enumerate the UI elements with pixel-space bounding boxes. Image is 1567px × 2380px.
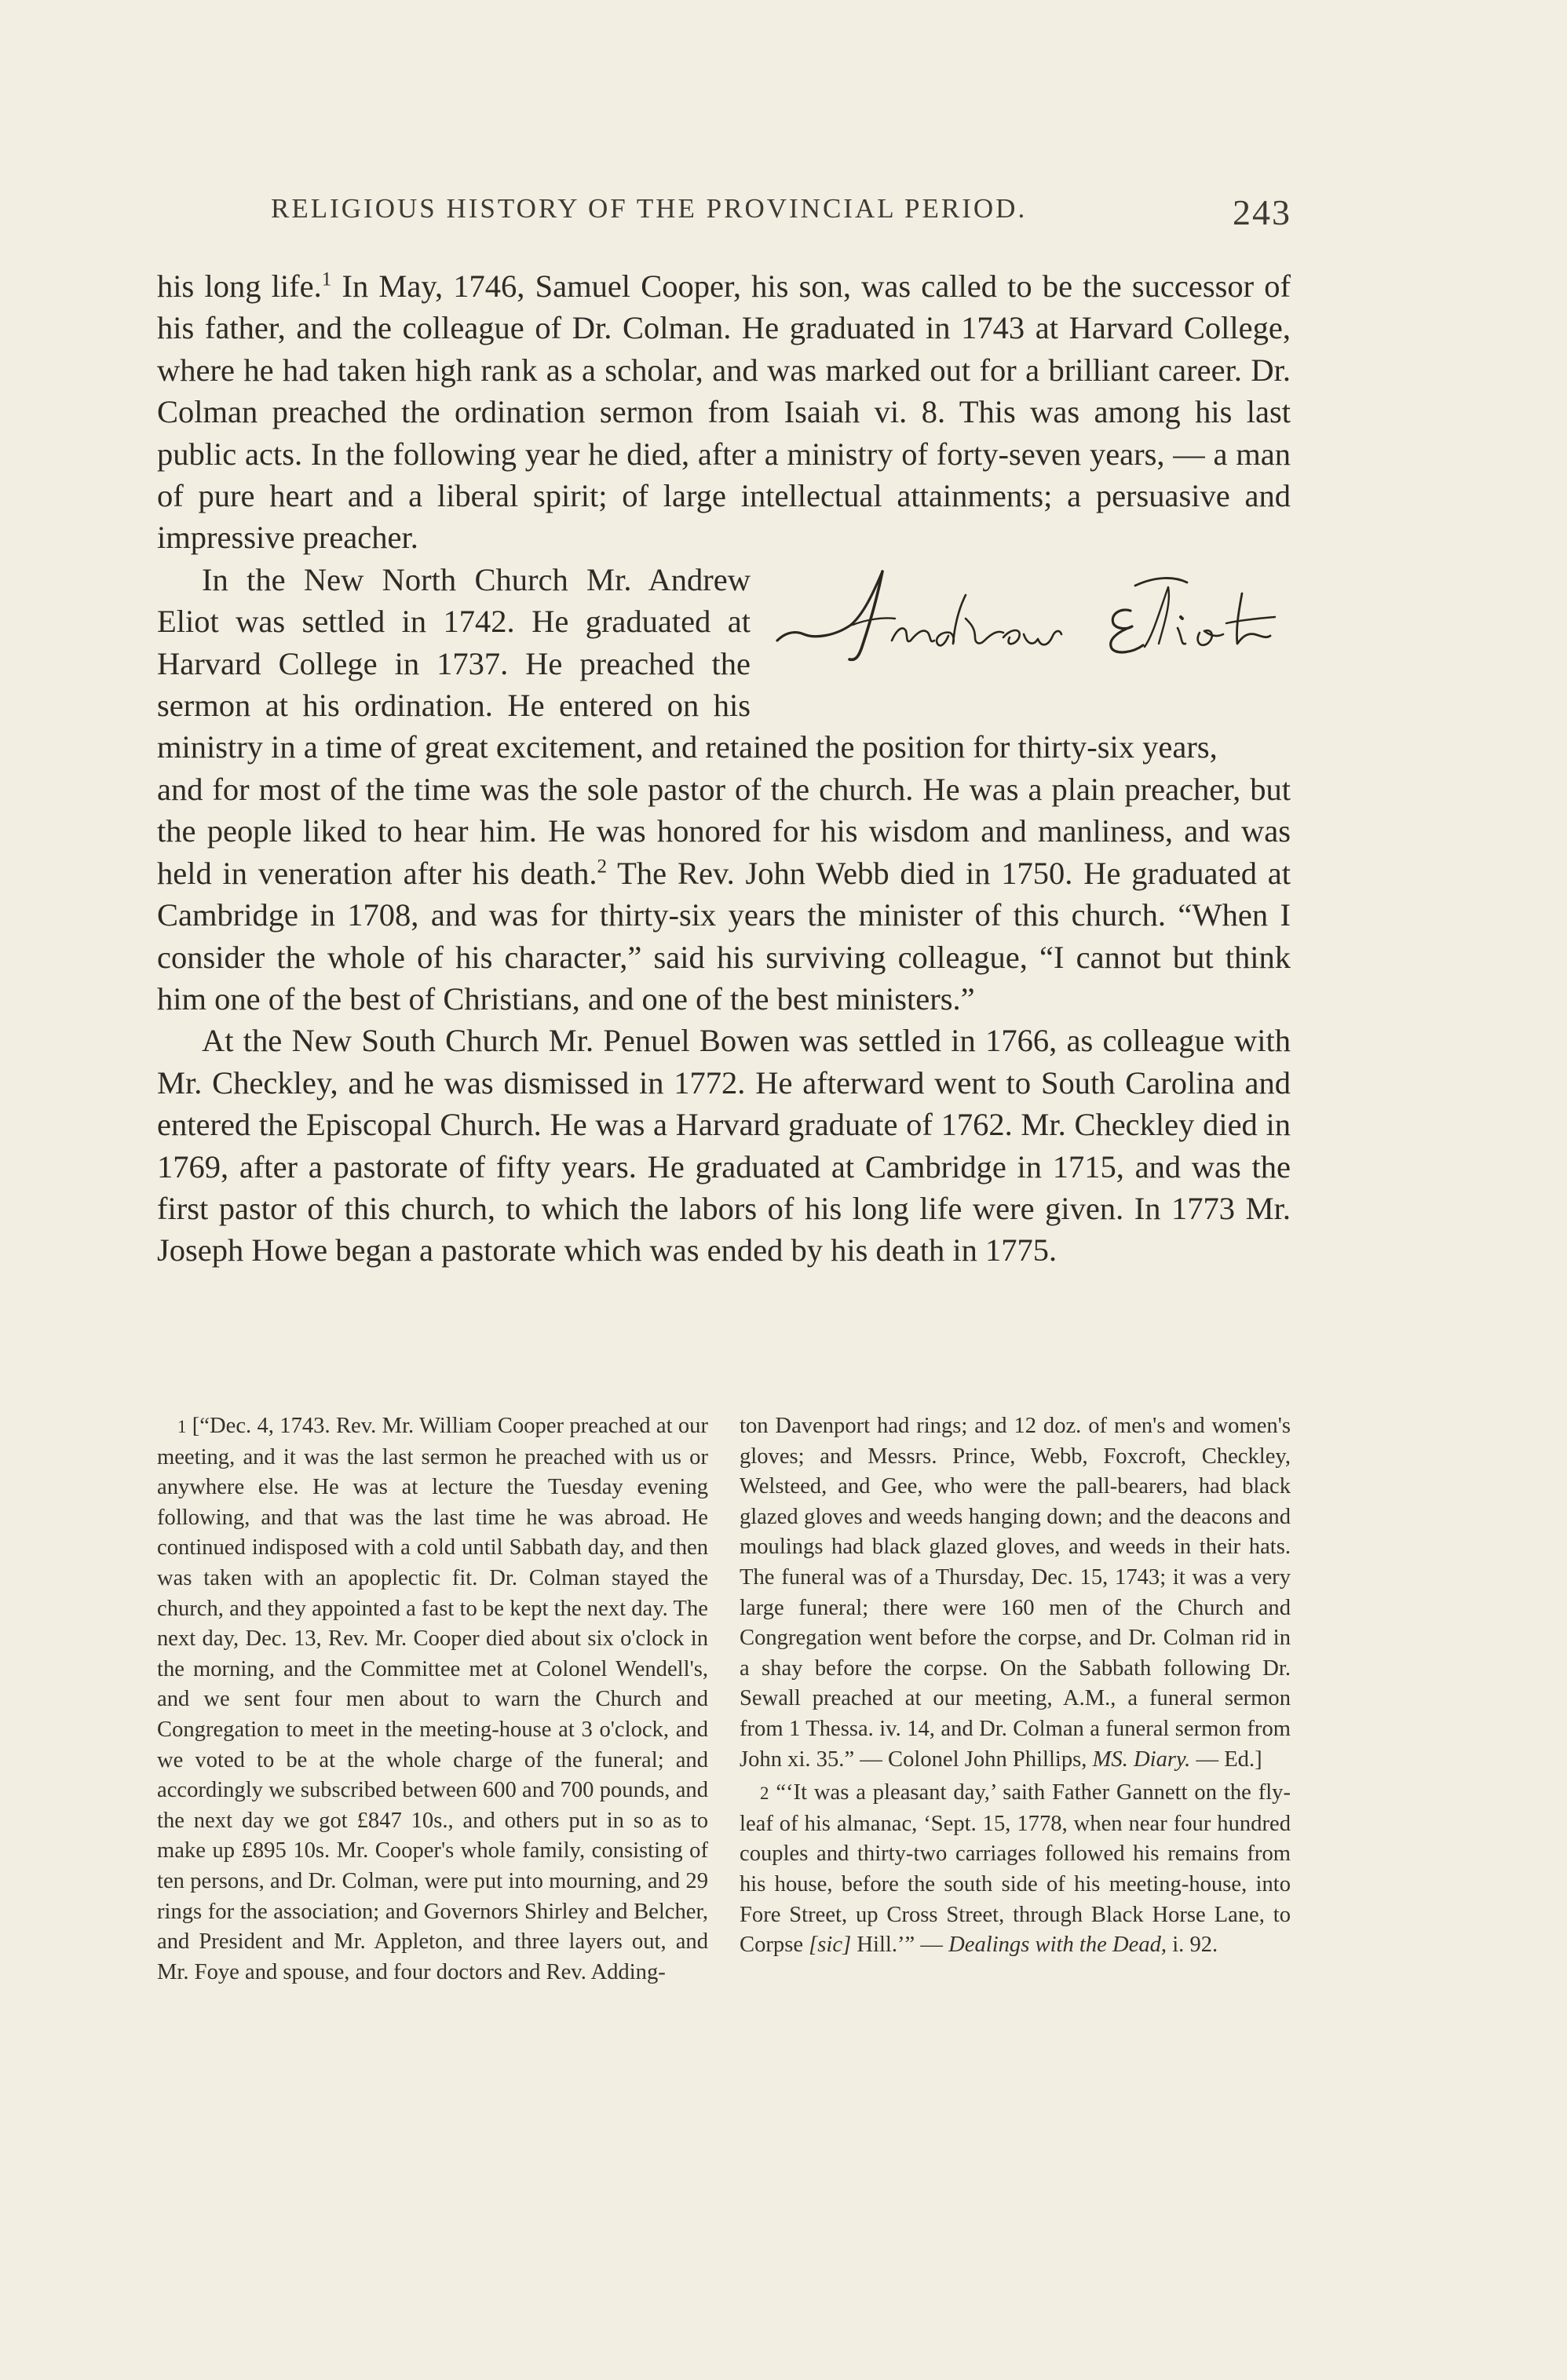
footnote-text: “‘It was a pleasant day,’ saith Father Gannett on the fly-leaf of his almanac, ‘Sept. 15, 1778, when near four hundred couples and thirty-two carriages followed his remains from his house, before the south side of his meeting-house, into Fore Street, up Cross Street, through Black Horse Lane, to Corpse xyxy=(740,1780,1291,1958)
footnote-marker: 2 xyxy=(760,1783,769,1804)
running-head xyxy=(271,192,1291,239)
footnote-text: i. 92. xyxy=(1167,1933,1218,1958)
paragraph-cooper xyxy=(157,265,1291,559)
footnote-sic: [sic] xyxy=(809,1933,852,1958)
footnote-1-continued xyxy=(740,1411,1291,1775)
signature-stroke xyxy=(1198,630,1223,645)
signature-ink xyxy=(777,571,1275,659)
footnote-1 xyxy=(157,1411,708,1988)
paragraph-text: In May, 1746, Samuel Cooper, his son, was called to be the successor of his father, and the colleague of Dr. Colman. He graduated in 1743 at Harvard College, where he had taken high rank as a scholar, and was marked out for a brilliant career. Dr. Colman preached the ordination sermon from Isaiah vi. 8. This was among his last public acts. In the following year he died, after a ministry of forty-seven years, — a man of pure heart and a liberal spirit; of large intellectual attainments; a persuasive and impressive preacher. xyxy=(157,268,1291,556)
paragraph-text: and for most of the time was the sole pastor of the church. He was a plain preacher, but the people liked to hear him. He was honored for his wisdom and manliness, and was held in veneration after his death. xyxy=(157,771,1291,891)
page-number: 243 xyxy=(1233,192,1291,232)
signature-stroke xyxy=(892,628,934,641)
footnote-ref-2: 2 xyxy=(597,856,608,878)
footnote-column-right xyxy=(740,1411,1291,1961)
paragraph-new-south-church: At the New South Church Mr. Penuel Bowen was settled in 1766, as colleague with Mr. Checkley, and he was dismissed in 1772. He afterward went to South Carolina and entered the Episcopal Church. He was a Harvard graduate of 1762. Mr. Checkley died in 1769, after a pastorate of fifty years. He graduated at Cambridge in 1715, and was the first pastor of this church, to which the labors of his long life were given. In 1773 Mr. Joseph Howe began a pastorate which was ended by his death in 1775. xyxy=(157,1023,1291,1268)
signature-andrew-eliot xyxy=(763,562,1291,688)
footnote-text: [“Dec. 4, 1743. Rev. Mr. William Cooper preached at our meeting, and it was the last sermon he preached with us or anywhere else. He was at lecture the Tuesday evening following, and that was the last time he was abroad. He continued indisposed with a cold until Sabbath day, and then was taken with an apoplectic fit. Dr. Colman stayed the church, and they appointed a fast to be kept the next day. The next day, Dec. 13, Rev. Mr. Cooper died about six o'clock in the morning, and the Committee met at Colonel Wendell's, and we sent four men about to warn the Church and Congregation to meet in the meeting-house at 3 o'clock, and we voted to be at the whole charge of the funeral; and accordingly we subscribed between 600 and 700 pounds, and the next day we got £847 10s., and others put in so as to make up £895 10s. Mr. Cooper's whole family, consisting of ten persons, and Dr. Colman, were put into mourning, and 29 rings for the association; and Governors Shirley and Belcher, and President and Mr. Appleton, and three layers out, and Mr. Foye and spouse, and four doctors and Rev. Adding- xyxy=(157,1414,708,1984)
signature-stroke xyxy=(1135,578,1187,586)
signature-image xyxy=(763,562,1291,688)
footnote-text: Hill.’” — xyxy=(851,1933,943,1958)
paragraph-eliot-rest xyxy=(157,768,1291,1020)
signature-stroke xyxy=(1226,617,1275,623)
footnote-2 xyxy=(740,1778,1291,1961)
paragraph-text: The Rev. John Webb died in 1750. He graduated at Cambridge in 1708, and was for thirty-six years the minister of this church. “When I consider the whole of his character,” said his surviving colleague, “I cannot but think him one of the best of Christians, and one of the best ministers.” xyxy=(157,855,1291,1017)
signature-stroke xyxy=(1111,610,1143,652)
footnote-ref-1: 1 xyxy=(321,268,332,290)
running-title: RELIGIOUS HISTORY OF THE PROVINCIAL PERIOD. xyxy=(271,193,1028,224)
paragraph-eliot-lead xyxy=(157,559,1291,768)
signature-stroke xyxy=(1178,628,1185,644)
signature-stroke xyxy=(853,618,895,625)
footnote-source: MS. Diary. xyxy=(1092,1747,1191,1772)
footnote-text: — Ed.] xyxy=(1190,1747,1262,1772)
footnote-text: ton Davenport had rings; and 12 doz. of men's and women's gloves; and Messrs. Prince, Webb, Foxcroft, Checkley, Welsteed, and Gee, who were the pall-bearers, had black glazed gloves and weeds hanging down; and the deacons and moulings had black glazed gloves, and weeds in their hats. The funeral was of a Thursday, Dec. 15, 1743; it was a very large funeral; there were 160 men of the Church and Congregation went before the corpse, and Dr. Colman rid in a shay before the corpse. On the Sabbath following Dr. Sewall preached at our meeting, A.M., a funeral sermon from 1 Thessa. iv. 14, and Dr. Colman a funeral sermon from John xi. 35.” — Colonel John Phillips, xyxy=(740,1414,1291,1772)
main-text xyxy=(157,265,1291,1272)
footnote-column-left xyxy=(157,1411,708,1988)
paragraph-text: his long life. xyxy=(157,268,322,304)
paragraph-text: In the New North Church Mr. Andrew Eliot was settled in 1742. He graduated at Harvard College in 1737. He preached the sermon at his ordination. He entered on his ministry in a time of great excitement, and retained the position for thirty-six years, xyxy=(157,561,1218,765)
signature-stroke xyxy=(1145,587,1169,647)
footnote-source: Dealings with the Dead, xyxy=(948,1933,1167,1958)
signature-stroke xyxy=(1181,617,1182,619)
signature-stroke xyxy=(966,619,1003,643)
signature-stroke xyxy=(1024,631,1061,644)
signature-stroke xyxy=(1003,630,1020,644)
footnote-marker: 1 xyxy=(177,1417,187,1436)
signature-stroke xyxy=(937,595,966,645)
